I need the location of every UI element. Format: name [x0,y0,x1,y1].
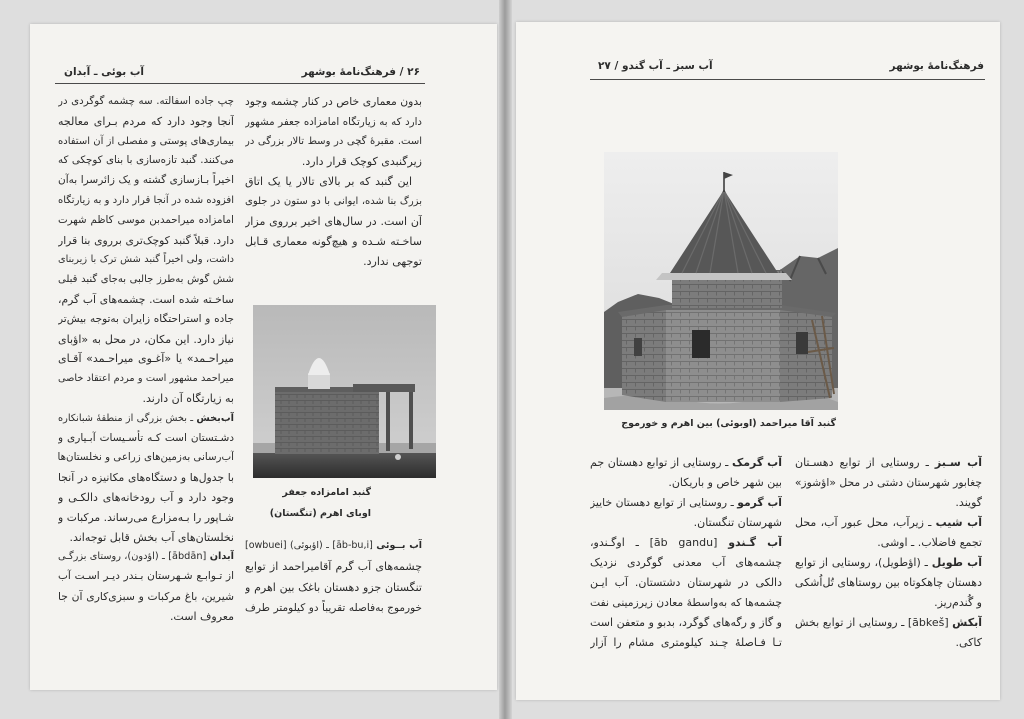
text-line [245,556,422,577]
text-column-right [245,92,422,272]
line-text: چشمه‌های آب گرم آقامیراحمد از توابع [245,560,422,573]
text-line [245,252,422,272]
line-text: تجمع فاضلاب. ـ اوشی. [877,536,982,549]
line-text: گویند. [955,496,982,509]
text-line [795,613,982,633]
text-line [58,547,234,567]
text-line [590,493,782,513]
text-line [590,613,782,633]
text-line [795,553,982,573]
line-text: [ābdān] ـ (اؤدون)، روستای بزرگـی [58,551,210,563]
text-line [58,112,234,132]
text-line [58,528,234,548]
line-text: ـ زیرآب، محل عبور آب، محل [795,516,936,529]
line-text: افزوده شده در آنجا قرار دارد و به زیارتگاه [58,194,234,206]
text-line [58,409,234,429]
text-line [58,389,234,409]
page-gutter [499,0,512,719]
line-text: است. مقبرهٔ گچی در وسط تالار بزرگی در [245,136,422,147]
line-text: به زیارتگاه آن دارند. [142,391,234,405]
text-line [590,553,782,573]
text-line [795,453,982,473]
line-text: ساخـته شده است. چشمه‌های آب گرم، [58,292,234,306]
text-line [245,598,422,619]
entry-headword: آب شیب [935,516,982,529]
line-text: بین شهر خاص و باریکان. [668,476,782,489]
line-text: از تـوابـع شـهرستان بـندر دیـر اسـت آب [58,570,234,583]
line-text: دارد که به زیارتگاه امامزاده جعفر مشهور [245,116,422,128]
text-line [245,503,371,524]
entry-headword: آب گرمو [737,496,782,509]
line-text: نیاز دارد. این مکان، در محل به «اؤبای [58,332,234,346]
text-line [58,468,234,488]
text-line [58,607,234,627]
line-text: امامزاده میراحمدبن موسی کاظم شهرت [58,213,234,226]
text-column-left [58,92,234,627]
line-text: گنبد آقا میراحمد (اوبوئی) بین اهرم و خورموج [621,418,836,429]
line-text: دهستان چاهکوتاه بین روستاهای تُل‌اُشکی [795,576,982,589]
line-text: دشـتستان است کـه تأسـیسات آبـیاری و [58,431,234,444]
text-line [58,211,234,231]
entry-headword: آب گـندو [728,536,782,549]
running-head: آب سبز ـ آب گندو / ۲۷ [598,60,713,72]
line-text: ـ بخش بزرگی از منطقهٔ شبانکاره [58,412,197,424]
photo-imamzadeh-jafar [253,305,436,478]
figure-caption [245,482,371,524]
line-text: میراحـمد» یا «آغـوی میراحـمد» آقـای [58,352,234,366]
text-line [795,473,982,493]
line-text: شـاپور را بـه‌مزارع می‌رساند. مرکبات و [58,510,234,524]
line-text: نخلستان‌های آب بخش قابل توجه‌اند. [69,530,234,544]
line-text: بزرگ بنا شده، ایوانی با دو ستون در جلوی [245,196,422,207]
text-line [58,231,234,251]
text-line [58,429,234,449]
entry-headword: آبکش [952,616,982,629]
line-text: با جدول‌ها و دستگاه‌های مکانیزه در آنجا [58,471,234,485]
line-text: چپ جاده اسفالته. سه چشمه گوگردی در [58,95,234,107]
line-text: بیماری‌های پوستی و مفصلی از آن استفاده [58,135,234,147]
line-text: کاکی. [955,636,982,649]
text-line [58,310,234,330]
line-text: اوبای اهرم (تنگستان) [269,508,371,519]
text-line [795,573,982,593]
text-line [58,151,234,171]
text-line [795,633,982,653]
line-text: آن است. در سال‌های اخیر برروی مزار [245,215,422,228]
line-text: معروف است. [169,609,234,623]
figure-caption [600,414,836,434]
text-line [58,488,234,508]
line-text: شهرستان تنگستان. [693,516,782,529]
text-line [590,593,782,613]
text-line [245,132,422,152]
text-column-right [795,453,982,653]
text-line [795,513,982,533]
text-line [58,508,234,528]
text-line [590,573,782,593]
text-line [58,349,234,369]
line-text: اخیراً بـازسازی گشته و یک زائرسرا به‌آن [58,174,234,187]
line-text: دارد. قبلاً گنبد کوچک‌تری برروی بنا قرار [58,233,234,247]
line-text: زیرگنبدی کوچک قرار دارد. [301,155,422,168]
line-text: شیرین، باغ مرکبات و سبزی‌کاری آن جا [58,589,234,603]
line-text: گنبد امامزاده جعفر [282,487,371,498]
running-head: آب بوئی ـ آبدان [64,66,144,78]
text-line [590,513,782,533]
line-text: [āb gandu] ـ اوگـندو، [590,536,729,549]
text-line [58,92,234,112]
line-text: میراحمد مشهور است و مردم اعتقاد خاصی [58,373,234,385]
line-text: چغابور شهرستان دشتی در محل «اؤشوز» [795,476,982,489]
text-line [245,172,422,192]
line-text: توجهی ندارد. [363,255,422,268]
text-line [58,171,234,191]
line-text: وجود دارد و آب رودخانه‌های دالکـی و [58,490,234,504]
text-line [590,453,782,473]
text-line [58,250,234,270]
header-rule [55,83,425,84]
text-line [58,191,234,211]
text-line [795,493,982,513]
line-text: [āb-bu,i] ـ (اؤبوئی) [owbuei] [245,540,377,551]
text-line [58,567,234,587]
line-text: جاده و استراحتگاه زایران به‌توجه بیش‌تر [58,312,234,325]
text-line [58,369,234,389]
line-text: ـ روستایی از توابع دهستان جم [590,456,732,469]
entry-headword: آبدان [209,551,234,563]
text-line [245,92,422,112]
text-line [795,533,982,553]
text-column-left [590,453,782,653]
text-line [600,414,836,434]
text-line [58,270,234,290]
line-text: آب‌رسانی به‌زمین‌های زراعی و نخلستان‌ها [58,451,234,464]
text-line [245,577,422,598]
entry-ab-buei [245,535,422,619]
line-text: تـا فـاصلهٔ چـند کیلومتری مشام را آزار [590,636,782,649]
text-line [58,290,234,310]
text-line [245,232,422,252]
page-header-title: فرهنگ‌نامهٔ بوشهر [889,60,984,72]
entry-headword: آب بــوئی [376,540,422,551]
line-text: ـ (اؤطویل)، روستایی از توابع [795,556,932,569]
line-text: و گاز و رگه‌های گوگرد، بدبو و متعفن است [590,616,782,629]
line-text: چشمه‌های آب معدنی گوگردی نزدیک [590,556,782,569]
entry-headword: آب طویل [931,556,982,569]
text-line [58,132,234,152]
text-line [58,448,234,468]
text-line [245,192,422,212]
line-text: ساخـته شـده و هیچ‌گونه معماری قـابل [245,235,422,248]
line-text: دالکی در شهرستان دشتستان. آب ایـن [590,576,782,589]
line-text: ـ روستایی از توابع دهستان خاییز [590,496,738,509]
entry-headword: آب سـبز [934,456,982,469]
entry-headword: آب گرمک [731,456,782,469]
text-line [590,473,782,493]
line-text: آنجا وجود دارد که مردم بـرای معالجه [58,114,234,128]
line-text: داشت، ولی اخیراً گنبد شش ترک با زیربنای [58,254,234,266]
line-text: می‌کنند. گنبد تازه‌سازی با بنای کوچکی که [58,154,234,167]
line-text: این گنبد که بر بالای تالار یا یک اتاق [245,175,412,188]
line-text: و گُندم‌ریز. [934,596,982,609]
line-text: خورموج به‌فاصله تقریباً دو کیلومتر طرف [245,602,422,614]
line-text: تنگستان جزو دهستان باغک بین اهرم و [245,581,422,594]
text-line [590,633,782,653]
text-line [245,535,422,556]
photo-aqa-mirahmad-dome [604,152,838,410]
header-rule [590,79,985,80]
entry-headword: آب‌بخش [196,412,234,424]
page-header-title: ۲۶ / فرهنگ‌نامهٔ بوشهر [301,66,420,78]
text-line [590,533,782,553]
text-line [58,587,234,607]
text-line [245,482,371,503]
text-line [245,212,422,232]
text-line [245,152,422,172]
text-line [58,330,234,350]
line-text: [ābkeš] ـ روستایی از توابع بخش [795,616,953,629]
text-line [245,112,422,132]
line-text: بدون معماری خاص در کنار چشمه وجود [245,95,422,108]
line-text: ـ روستایی از توابع دهسـتان [795,456,935,469]
line-text: شش گوش به‌طرز جالبی به‌جای گنبد قبلی [58,274,234,286]
text-line [795,593,982,613]
line-text: چشمه‌ها که به‌واسطهٔ معادن زیرزمینی نفت [590,596,782,609]
